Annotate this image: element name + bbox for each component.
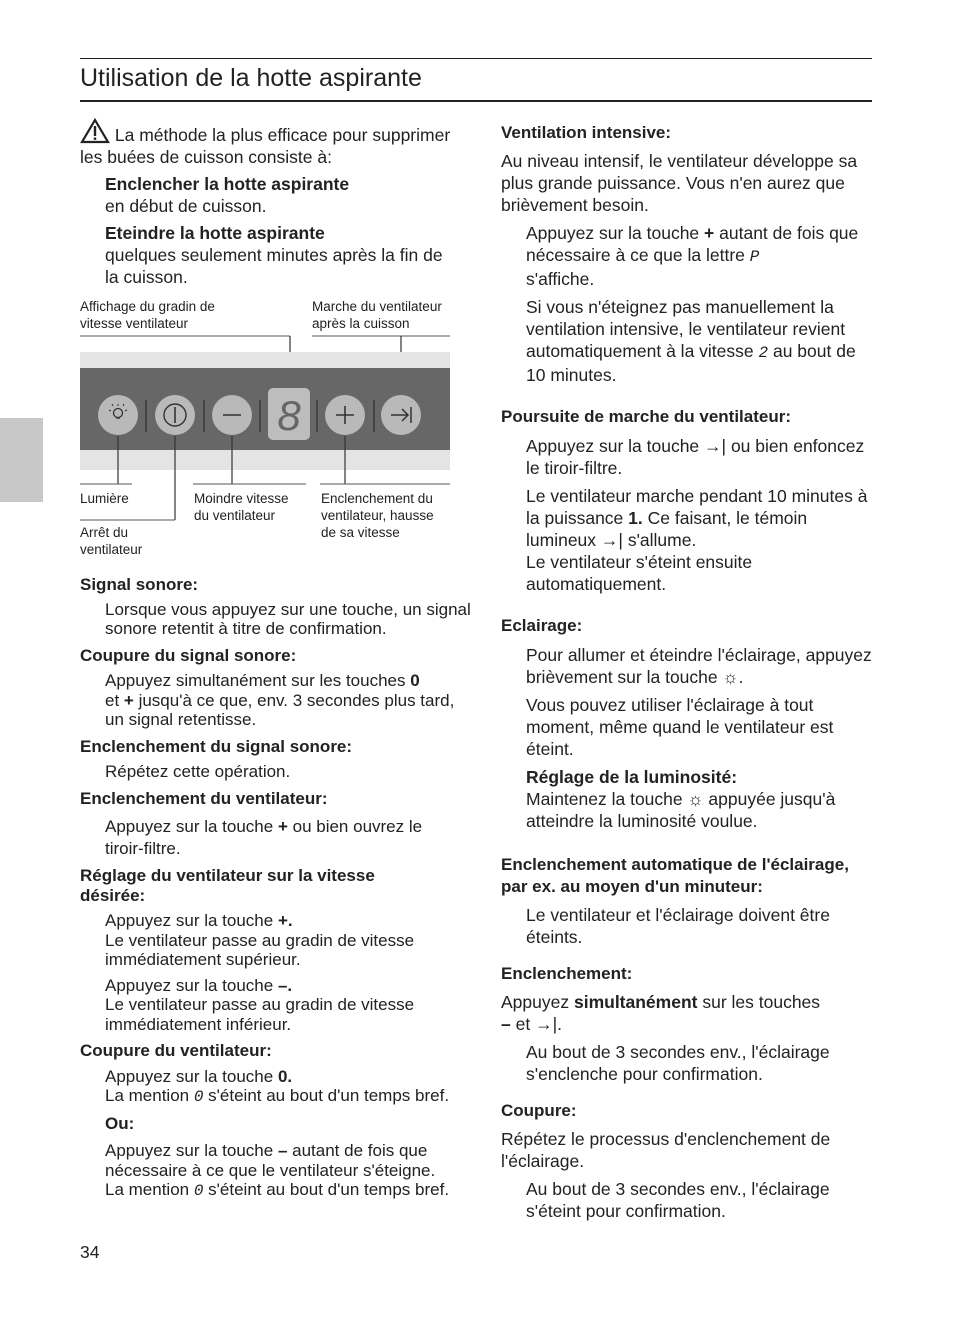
seg-2-glyph: 2 [758,344,769,362]
signal-on-heading: Enclenchement du signal sonore: [80,736,353,756]
or-label: Ou: [105,1113,135,1133]
switch-off-text: Répétez le processus d'enclenchement de l'éclairage. [501,1129,831,1171]
label-light: Lumière [80,491,129,506]
fan-off-heading: Coupure du ventilateur: [80,1041,272,1060]
chapter-tab [0,418,43,502]
switch-off-heading: Coupure: [501,1101,577,1120]
step2-heading: Eteindre la hotte aspirante [105,223,325,243]
overrun-heading: Poursuite de marche du ventilateur: [501,407,792,426]
intro-text: La méthode la plus efficace pour supprimer les buées de cuisson consiste à: [80,125,451,167]
fan-speed-down-text: Appuyez sur la touche –. Le ventilateur passe au gradin de vitesse immédiatement inférieur. [105,975,415,1034]
seg-zero-glyph: 0 [193,1088,204,1106]
signal-text: Lorsque vous appuyez sur une touche, un signal sonore retentit à titre de confirmation. [105,599,471,638]
left-intro [80,118,460,288]
minus-button[interactable] [212,395,252,435]
title-underline [80,100,872,102]
auto-light-heading: Enclenchement automatique de l'éclairage, par ex. au moyen d'un minuteur: [501,855,849,896]
top-rule [80,58,872,59]
speed-display [268,388,310,440]
step2-text: quelques seulement minutes après la fin de la cuisson. [105,245,443,287]
power-button[interactable] [155,395,195,435]
page-number: 34 [80,1242,100,1262]
switch-on-text: Appuyez simultanément sur les touches – et →|. [501,992,821,1034]
label-off: Arrêt du ventilateur [80,525,143,557]
fan-on-heading: Enclenchement du ventilateur: [80,788,328,808]
plus-button[interactable] [325,395,365,435]
page-title: Utilisation de la hotte aspirante [80,64,422,92]
right-column [501,122,873,1222]
switch-off-confirm: Au bout de 3 secondes env., l'éclairage s'éteint pour confirmation. [526,1179,830,1221]
seg-zero-glyph-2: 0 [193,1182,204,1200]
switch-on-confirm: Au bout de 3 secondes env., l'éclairage s'enclenche pour confirmation. [526,1042,830,1084]
intensive-step1: Appuyez sur la touche + autant de fois que nécessaire à ce que la lettre P s'affiche. [526,223,859,289]
auto-light-text: Le ventilateur et l'éclairage doivent être éteints. [526,905,830,947]
signal-heading: Signal sonore: [80,575,199,594]
signal-off-heading: Coupure du signal sonore: [80,645,297,665]
left-sections [80,575,480,1202]
light-icon-2: ☼ [687,789,704,809]
overrun-arrow-icon-2: →| [600,530,623,550]
fan-on-text: Appuyez sur la touche + ou bien ouvrez le tiroir-filtre. [105,817,423,858]
step1-text: en début de cuisson. [105,196,267,216]
fan-off-text: Appuyez sur la touche 0. La mention 0 s'éteint au bout d'un temps bref. [105,1066,450,1106]
overrun-arrow-icon: →| [704,436,727,456]
signal-off-text: Appuyez simultanément sur les touches 0 et + jusqu'à ce que, env. 3 secondes plus tard, un signal retentisse. [105,671,455,729]
fan-off-alt-text: Appuyez sur la touche – autant de fois que nécessaire à ce que le ventilateur s'éteigne. La mention 0 s'éteint au bout d'un temps bref. [105,1141,450,1200]
fan-speed-up-text: Appuyez sur la touche +. Le ventilateur passe au gradin de vitesse immédiatement supérieur. [105,911,415,969]
light-button[interactable] [98,395,138,435]
switch-on-heading: Enclenchement: [501,964,633,983]
overrun-step1: Appuyez sur la touche →| ou bien enfoncez le tiroir-filtre. [526,436,865,478]
label-plus: Enclenchement du ventilateur, hausse de sa vitesse [321,491,434,540]
warning-icon [80,118,110,144]
overrun-step2: Le ventilateur marche pendant 10 minutes à la puissance 1. Ce faisant, le témoin lumineux →| s'allume. Le ventilateur s'éteint ensuite automatiquement. [526,486,868,594]
light-icon: ☼ [722,667,739,687]
fan-speed-heading: Réglage du ventilateur sur la vitesse désirée: [80,866,375,905]
lighting-step1: Pour allumer et éteindre l'éclairage, appuyez brièvement sur la touche ☼. [526,645,872,687]
label-minus: Moindre vitesse du ventilateur [194,491,289,523]
overrun-arrow-icon-3: →| [535,1014,558,1034]
intensive-text: Au niveau intensif, le ventilateur développe sa plus grande puissance. Vous n'en aurez que brièvement besoin. [501,151,858,215]
label-overrun: Marche du ventilateur après la cuisson [312,299,442,331]
signal-on-text: Répétez cette opération. [105,762,291,781]
display-digit: 8 [277,392,301,439]
lighting-heading: Eclairage: [501,616,583,635]
lighting-step2: Vous pouvez utiliser l'éclairage à tout moment, même quand le ventilateur est éteint. [526,695,834,759]
intensive-step2: Si vous n'éteignez pas manuellement la ventilation intensive, le ventilateur revient automatiquement à la vitesse 2 au bout de 10 minutes. [526,297,856,385]
brightness-block: Réglage de la luminosité: Maintenez la touche ☼ appuyée jusqu'à atteindre la luminosité voulue. [526,767,836,831]
step1-heading: Enclencher la hotte aspirante [105,174,350,194]
intensive-heading: Ventilation intensive: [501,123,672,142]
seg-p-glyph: P [749,248,760,266]
label-display: Affichage du gradin de vitesse ventilateur [80,299,215,331]
overrun-button[interactable] [381,395,421,435]
